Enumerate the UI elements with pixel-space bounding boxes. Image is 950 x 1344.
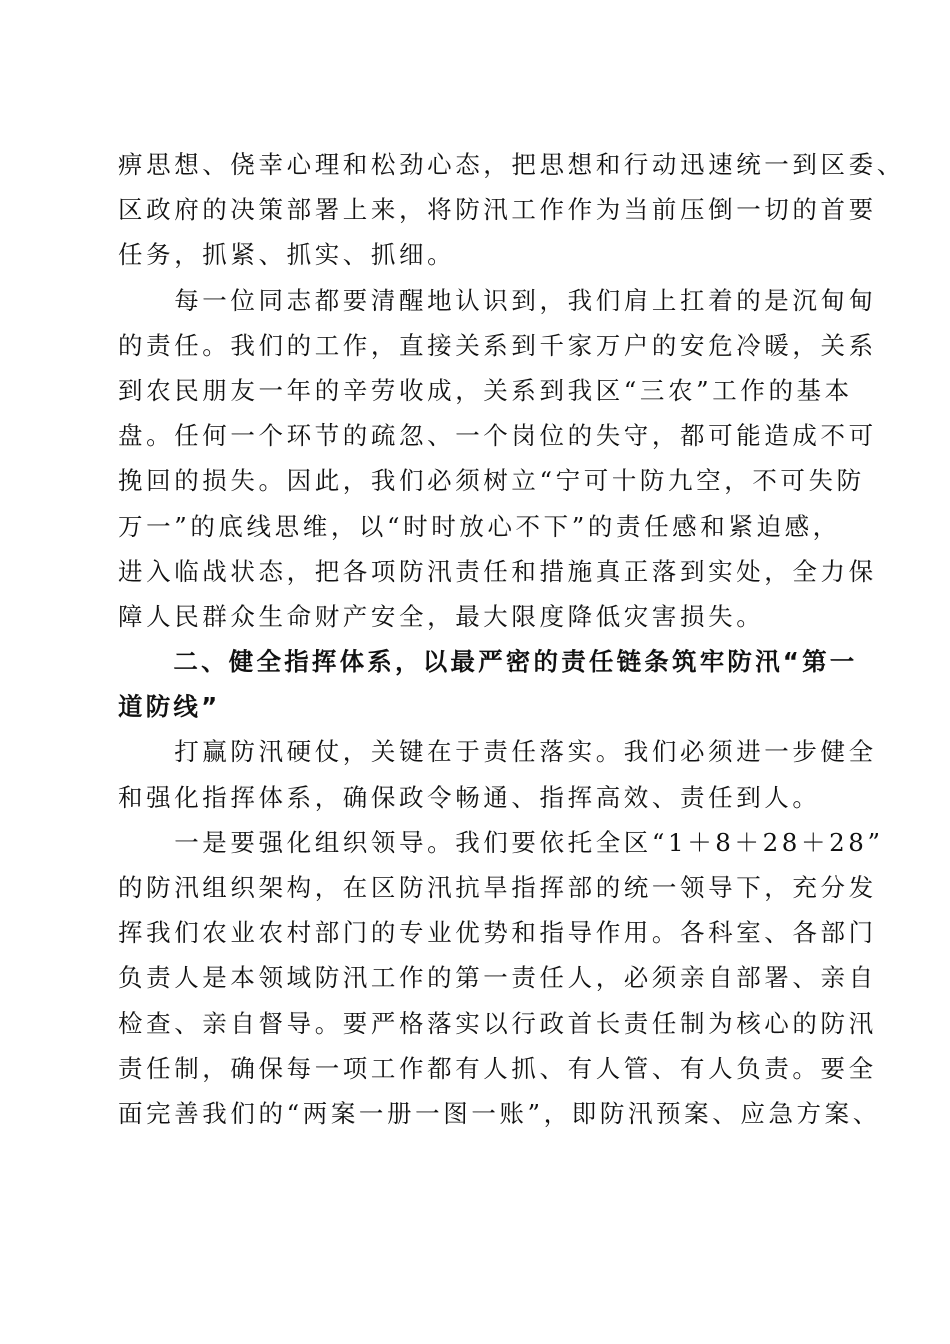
- text-line: 任务，抓紧、抓实、抓细。: [118, 240, 456, 270]
- text-line: 障人民群众生命财产安全，最大限度降低灾害损失。: [118, 601, 765, 631]
- text-line: 面完善我们的“两案一册一图一账”，即防汛预案、应急方案、: [118, 1098, 881, 1128]
- section-heading-line: 二、健全指挥体系，以最严密的责任链条筑牢防汛“第一: [118, 647, 858, 677]
- document-body: [118, 142, 905, 1136]
- text-line: 每一位同志都要清醒地认识到，我们肩上扛着的是沉甸甸: [118, 285, 877, 315]
- text-line: 挥我们农业农村部门的专业优势和指导作用。各科室、各部门: [118, 918, 877, 948]
- text-line: 痹思想、侥幸心理和松劲心态，把思想和行动迅速统一到区委、: [118, 150, 905, 179]
- text-line: 检查、亲自督导。要严格落实以行政首长责任制为核心的防汛: [118, 1008, 877, 1038]
- text-line: 区政府的决策部署上来，将防汛工作作为当前压倒一切的首要: [118, 195, 877, 225]
- text-line: 责任制，确保每一项工作都有人抓、有人管、有人负责。要全: [118, 1053, 877, 1083]
- text-line: 进入临战状态，把各项防汛责任和措施真正落到实处，全力保: [118, 556, 877, 586]
- text-line: 一是要强化组织领导。我们要依托全区“1＋8＋28＋28”: [118, 827, 884, 857]
- text-line: 到农民朋友一年的辛劳收成，关系到我区“三农”工作的基本: [118, 375, 853, 405]
- text-line: 负责人是本领域防汛工作的第一责任人，必须亲自部署、亲自: [118, 963, 877, 993]
- text-line: 打赢防汛硬仗，关键在于责任落实。我们必须进一步健全: [118, 737, 877, 767]
- section-heading-line: 道防线”: [118, 692, 221, 722]
- text-line: 挽回的损失。因此，我们必须树立“宁可十防九空，不可失防: [118, 466, 865, 496]
- text-line: 盘。任何一个环节的疏忽、一个岗位的失守，都可能造成不可: [118, 421, 877, 451]
- text-line: 的防汛组织架构，在区防汛抗旱指挥部的统一领导下，充分发: [118, 873, 877, 902]
- text-line: 和强化指挥体系，确保政令畅通、指挥高效、责任到人。: [118, 782, 821, 812]
- text-line: 的责任。我们的工作，直接关系到千家万户的安危冷暖，关系: [118, 330, 877, 360]
- text-line: 万一”的底线思维，以“时时放心不下”的责任感和紧迫感，: [118, 511, 841, 541]
